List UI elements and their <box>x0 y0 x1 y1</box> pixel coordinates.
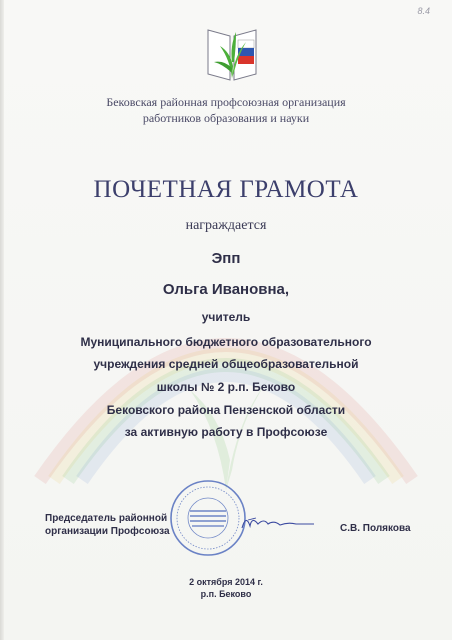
issue-date: 2 октября 2014 г. <box>189 577 263 587</box>
union-emblem-icon <box>200 22 264 84</box>
body-line-1: Муниципального бюджетного образовательного <box>80 335 372 349</box>
recipient-surname: Эпп <box>211 250 241 267</box>
body-line-2: учреждения средней общеобразовательной <box>93 357 359 371</box>
signature-label-line1: Председатель районной <box>45 513 168 524</box>
recipient-given-names: Ольга Ивановна, <box>162 281 290 298</box>
certificate-title: ПОЧЕТНАЯ ГРАМОТА <box>93 176 359 203</box>
body-line-5: за активную работу в Профсоюзе <box>124 425 328 439</box>
recipient-position: учитель <box>201 310 251 324</box>
awarded-text: награждается <box>185 218 267 233</box>
body-line-3: школы № 2 р.п. Беково <box>156 380 296 394</box>
handwritten-signature <box>238 510 318 534</box>
signature-label-line2: организации Профсоюза <box>45 526 170 537</box>
corner-mark: 8.4 <box>417 6 430 16</box>
organization-name-line1: Бековская районная профсоюзная организация <box>106 95 346 109</box>
official-stamp <box>168 478 248 558</box>
signer-name: С.В. Полякова <box>340 523 411 534</box>
issue-place: р.п. Беково <box>200 589 252 599</box>
body-line-4: Бековского района Пензенской области <box>106 403 346 417</box>
organization-name-line2: работников образования и науки <box>142 111 310 125</box>
